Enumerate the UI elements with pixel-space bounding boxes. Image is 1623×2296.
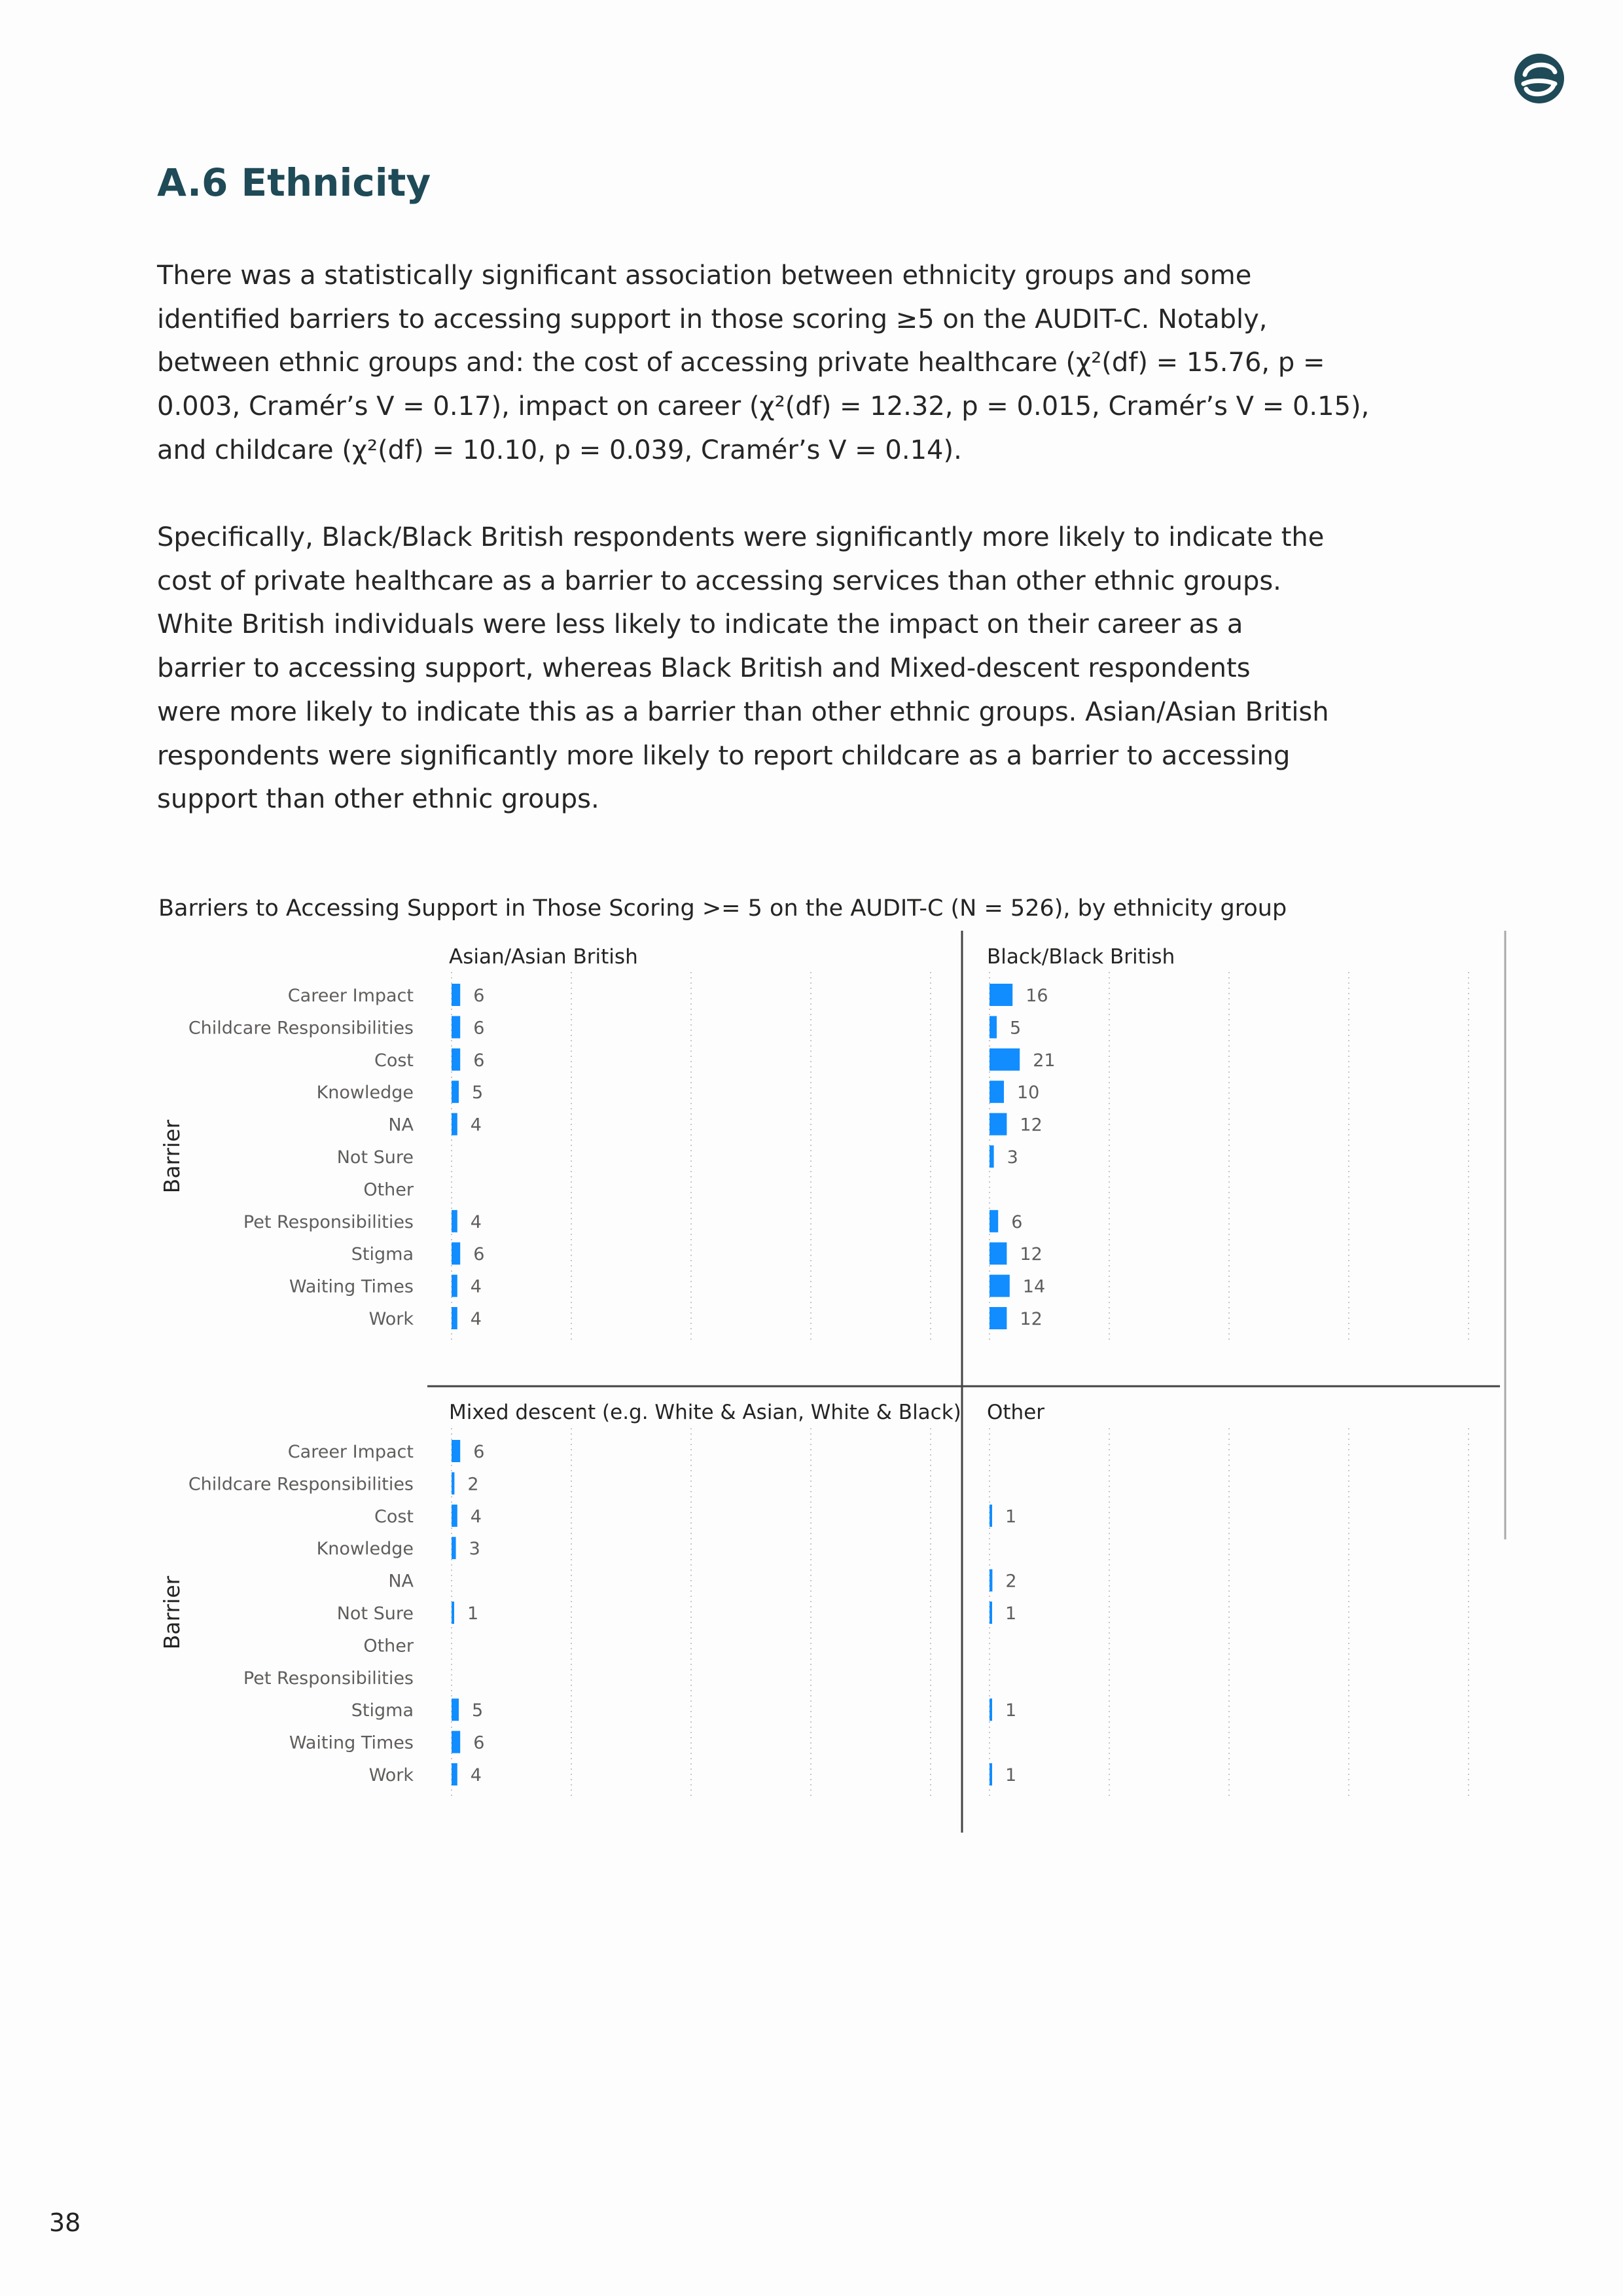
bar [452, 1242, 460, 1265]
data-label: 3 [1007, 1147, 1018, 1168]
data-label: 4 [470, 1115, 482, 1136]
data-label: 3 [469, 1539, 480, 1560]
bar [452, 1113, 457, 1136]
bar [990, 1505, 992, 1527]
category-label: Cost [374, 1050, 414, 1071]
data-label: 4 [470, 1506, 482, 1527]
data-label: 1 [1005, 1506, 1017, 1527]
paragraph-line: White British individuals were less likely to indicate the impact on their career as a [157, 609, 1243, 640]
data-label: 6 [473, 1050, 485, 1071]
bar [452, 1698, 459, 1721]
data-label: 4 [470, 1276, 482, 1297]
bar [452, 1210, 457, 1232]
paragraph-line: 0.003, Cramér’s V = 0.17), impact on career (χ²(df) = 12.32, p = 0.015, Cramér’s V = 0.15), [157, 391, 1370, 422]
paragraph-line: support than other ethnic groups. [157, 784, 599, 815]
category-label: Work [368, 1309, 414, 1329]
data-label: 12 [1020, 1115, 1043, 1136]
category-label: Cost [374, 1506, 414, 1527]
data-label: 14 [1022, 1276, 1046, 1297]
bar [452, 1472, 454, 1494]
data-label: 5 [472, 1083, 484, 1103]
data-label: 1 [1005, 1700, 1017, 1721]
bar [452, 1537, 456, 1559]
paragraph-line: were more likely to indicate this as a barrier than other ethnic groups. Asian/Asian British [157, 696, 1329, 727]
bar [990, 1049, 1020, 1071]
y-axis-title: Barrier [159, 1575, 185, 1650]
paragraph-line: There was a statistically significant association between ethnicity groups and some [157, 260, 1252, 291]
bar [452, 1731, 460, 1753]
bar [990, 1210, 998, 1232]
bar [452, 1505, 457, 1527]
category-label: Waiting Times [289, 1732, 414, 1753]
category-label: Childcare Responsibilities [188, 1018, 414, 1039]
category-label: Knowledge [316, 1539, 414, 1560]
category-label: Childcare Responsibilities [188, 1474, 414, 1495]
category-label: Stigma [351, 1244, 414, 1265]
category-label: Not Sure [336, 1147, 414, 1168]
category-label: Work [368, 1765, 414, 1785]
data-label: 5 [1010, 1018, 1022, 1039]
bar [990, 1763, 992, 1785]
bar [990, 1016, 997, 1038]
bar [990, 1275, 1010, 1297]
bar [990, 984, 1012, 1006]
data-label: 6 [473, 1244, 485, 1265]
category-label: Other [363, 1179, 414, 1200]
bar [452, 1440, 460, 1462]
data-label: 16 [1026, 986, 1048, 1006]
category-label: Career Impact [287, 1442, 414, 1462]
paragraph-line: cost of private healthcare as a barrier to accessing services than other ethnic groups. [157, 565, 1281, 596]
bar [990, 1242, 1007, 1265]
page-number: 38 [49, 2208, 81, 2237]
data-label: 6 [1011, 1211, 1023, 1232]
section-heading: A.6 Ethnicity [157, 160, 431, 205]
category-label: NA [388, 1115, 414, 1136]
paragraph-line: and childcare (χ²(df) = 10.10, p = 0.039, Cramér’s V = 0.14). [157, 435, 962, 465]
category-label: Pet Responsibilities [243, 1211, 414, 1232]
category-label: Other [363, 1636, 414, 1657]
panel-header: Mixed descent (e.g. White & Asian, White & Black) [449, 1401, 961, 1424]
bar [990, 1602, 992, 1624]
data-label: 6 [473, 1442, 485, 1462]
category-label: Pet Responsibilities [243, 1668, 414, 1689]
paragraph-line: between ethnic groups and: the cost of accessing private healthcare (χ²(df) = 15.76, p = [157, 348, 1325, 378]
y-axis-title: Barrier [159, 1119, 185, 1194]
paragraph-line: barrier to accessing support, whereas Black British and Mixed-descent respondents [157, 653, 1251, 684]
bar [990, 1081, 1004, 1103]
data-label: 4 [470, 1309, 482, 1329]
data-label: 4 [470, 1765, 482, 1785]
paragraph-line: identified barriers to accessing support in those scoring ≥5 on the AUDIT-C. Notably, [157, 304, 1268, 334]
data-label: 4 [470, 1211, 482, 1232]
bar [452, 984, 460, 1006]
panel-header: Other [987, 1401, 1045, 1424]
panel-header: Black/Black British [987, 945, 1175, 969]
bar [990, 1113, 1007, 1136]
bar [990, 1145, 994, 1168]
bar [452, 1049, 460, 1071]
data-label: 1 [1005, 1604, 1017, 1624]
data-label: 6 [473, 1018, 485, 1039]
bar [452, 1275, 457, 1297]
panel-header: Asian/Asian British [449, 945, 638, 969]
data-label: 6 [473, 986, 485, 1006]
data-label: 1 [467, 1604, 479, 1624]
category-label: Waiting Times [289, 1276, 414, 1297]
category-label: Not Sure [336, 1604, 414, 1624]
paragraph-line: respondents were significantly more likely to report childcare as a barrier to accessing [157, 740, 1291, 771]
data-label: 5 [472, 1700, 484, 1721]
category-label: Stigma [351, 1700, 414, 1721]
bar [990, 1307, 1007, 1329]
bar [452, 1081, 459, 1103]
data-label: 21 [1033, 1050, 1056, 1071]
bar [452, 1763, 457, 1785]
bar [452, 1016, 460, 1038]
data-label: 2 [1005, 1571, 1017, 1592]
data-label: 12 [1020, 1244, 1043, 1265]
bar [452, 1602, 454, 1624]
category-label: Knowledge [316, 1083, 414, 1103]
category-label: Career Impact [287, 986, 414, 1006]
chart-title: Barriers to Accessing Support in Those Scoring >= 5 on the AUDIT-C (N = 526), by ethnicity group [158, 895, 1287, 922]
paragraph-line: Specifically, Black/Black British respondents were significantly more likely to indicate the [157, 522, 1325, 552]
category-label: NA [388, 1571, 414, 1592]
data-label: 6 [473, 1732, 485, 1753]
data-label: 12 [1020, 1309, 1043, 1329]
data-label: 10 [1017, 1083, 1040, 1103]
bar [990, 1698, 992, 1721]
bar [452, 1307, 457, 1329]
data-label: 2 [467, 1474, 479, 1495]
data-label: 1 [1005, 1765, 1017, 1785]
bar [990, 1570, 992, 1592]
